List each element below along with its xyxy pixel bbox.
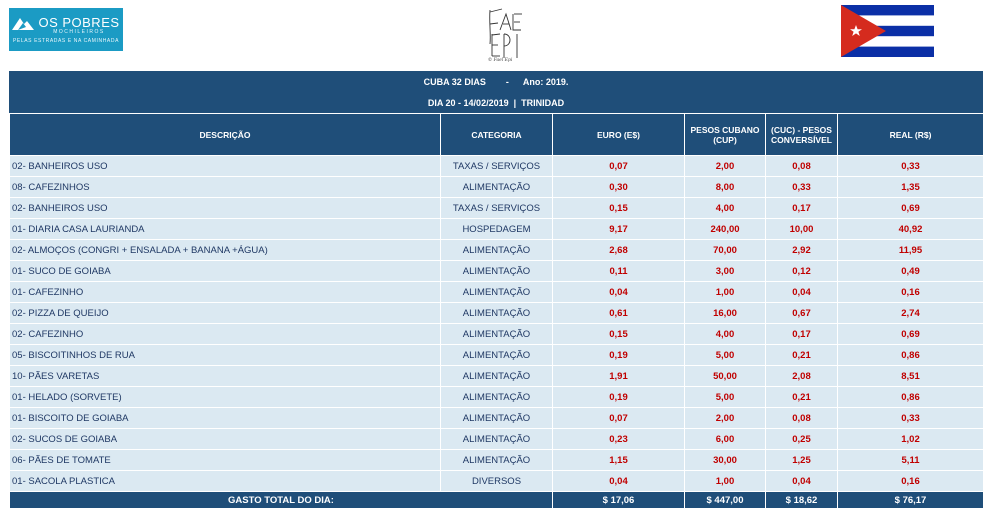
cup-cell: 2,00 [685,408,766,429]
category-cell: TAXAS / SERVIÇOS [441,156,553,177]
real-cell: 1,35 [838,177,983,198]
table-header-row [10,114,983,156]
description-cell: 01- SUCO DE GOIABA [10,261,441,282]
table-row [10,471,983,492]
table-row [10,261,983,282]
cup-cell: 70,00 [685,240,766,261]
report-title-bar [9,71,983,92]
euro-cell: 0,15 [553,198,685,219]
cup-cell: 4,00 [685,324,766,345]
real-cell: 0,49 [838,261,983,282]
table-row [10,282,983,303]
euro-cell: 0,30 [553,177,685,198]
real-cell: 0,16 [838,471,983,492]
real-cell: 5,11 [838,450,983,471]
euro-cell: 0,19 [553,345,685,366]
total-cup: $ 447,00 [685,492,766,509]
description-cell: 02- ALMOÇOS (CONGRI + ENSALADA + BANANA +ÁGUA) [10,240,441,261]
table-row [10,177,983,198]
description-cell: 01- SACOLA PLASTICA [10,471,441,492]
day-label: DIA 20 - 14/02/2019 | TRINIDAD [428,98,564,108]
cuc-cell: 0,25 [766,429,838,450]
euro-cell: 9,17 [553,219,685,240]
description-cell: 08- CAFEZINHOS [10,177,441,198]
euro-cell: 1,15 [553,450,685,471]
table-row [10,450,983,471]
column-header: REAL (R$) [838,114,983,156]
description-cell: 02- BANHEIROS USO [10,156,441,177]
trip-year: Ano: 2019. [523,77,569,87]
table-body [10,156,983,492]
table-row [10,240,983,261]
cup-cell: 3,00 [685,261,766,282]
category-cell: ALIMENTAÇÃO [441,324,553,345]
cup-cell: 8,00 [685,177,766,198]
real-cell: 40,92 [838,219,983,240]
real-cell: 1,02 [838,429,983,450]
total-cuc: $ 18,62 [766,492,838,509]
table-row [10,198,983,219]
cup-cell: 30,00 [685,450,766,471]
table-row [10,324,983,345]
description-cell: 02- BANHEIROS USO [10,198,441,219]
cuc-cell: 0,17 [766,198,838,219]
cup-cell: 16,00 [685,303,766,324]
description-cell: 02- CAFEZINHO [10,324,441,345]
description-cell: 01- CAFEZINHO [10,282,441,303]
cup-cell: 2,00 [685,156,766,177]
table-row [10,408,983,429]
cuc-cell: 2,92 [766,240,838,261]
cup-cell: 1,00 [685,471,766,492]
title-separator: - [506,77,509,87]
real-cell: 11,95 [838,240,983,261]
real-cell: 0,33 [838,408,983,429]
table-row [10,219,983,240]
cup-cell: 4,00 [685,198,766,219]
real-cell: 2,74 [838,303,983,324]
real-cell: 0,86 [838,387,983,408]
cup-cell: 5,00 [685,387,766,408]
cuc-cell: 0,21 [766,345,838,366]
cuc-cell: 0,04 [766,471,838,492]
cuc-cell: 2,08 [766,366,838,387]
real-cell: 0,69 [838,198,983,219]
category-cell: ALIMENTAÇÃO [441,261,553,282]
description-cell: 01- DIARIA CASA LAURIANDA [10,219,441,240]
real-cell: 0,86 [838,345,983,366]
day-title-bar [9,92,983,113]
cup-cell: 5,00 [685,345,766,366]
logo-subname: MOCHILEIROS [53,29,105,35]
table-row [10,156,983,177]
cuc-cell: 0,67 [766,303,838,324]
expenses-table [9,113,983,509]
description-cell: 02- SUCOS DE GOIABA [10,429,441,450]
cuc-cell: 0,17 [766,324,838,345]
category-cell: ALIMENTAÇÃO [441,366,553,387]
description-cell: 01- BISCOITO DE GOIABA [10,408,441,429]
table-row [10,387,983,408]
table-row [10,366,983,387]
real-cell: 0,33 [838,156,983,177]
cuc-cell: 0,12 [766,261,838,282]
euro-cell: 0,07 [553,408,685,429]
logo-tagline: PELAS ESTRADAS E NA CAMINHADA [13,38,119,44]
total-real: $ 76,17 [838,492,983,509]
os-pobres-mochileiros-logo [9,8,123,51]
category-cell: HOSPEDAGEM [441,219,553,240]
fael-epi-signature-logo [480,4,525,64]
euro-cell: 0,15 [553,324,685,345]
euro-cell: 2,68 [553,240,685,261]
column-header: CATEGORIA [441,114,553,156]
cuc-cell: 10,00 [766,219,838,240]
category-cell: ALIMENTAÇÃO [441,450,553,471]
category-cell: DIVERSOS [441,471,553,492]
table-row [10,345,983,366]
cuba-flag-icon [841,5,934,57]
table-row [10,429,983,450]
column-header: EURO (E$) [553,114,685,156]
cup-cell: 1,00 [685,282,766,303]
category-cell: ALIMENTAÇÃO [441,387,553,408]
description-cell: 10- PÃES VARETAS [10,366,441,387]
total-euro: $ 17,06 [553,492,685,509]
signature-caption: © Fael Epi [470,58,530,63]
euro-cell: 0,19 [553,387,685,408]
category-cell: ALIMENTAÇÃO [441,345,553,366]
cuc-cell: 0,21 [766,387,838,408]
cup-cell: 50,00 [685,366,766,387]
cuc-cell: 0,08 [766,156,838,177]
category-cell: ALIMENTAÇÃO [441,177,553,198]
column-header: PESOS CUBANO (CUP) [685,114,766,156]
top-banner [0,0,983,70]
column-header: (CUC) - PESOS CONVERSÍVEL [766,114,838,156]
euro-cell: 1,91 [553,366,685,387]
cup-cell: 6,00 [685,429,766,450]
category-cell: ALIMENTAÇÃO [441,282,553,303]
category-cell: ALIMENTAÇÃO [441,408,553,429]
table-row [10,303,983,324]
category-cell: ALIMENTAÇÃO [441,429,553,450]
description-cell: 01- HELADO (SORVETE) [10,387,441,408]
category-cell: ALIMENTAÇÃO [441,303,553,324]
category-cell: ALIMENTAÇÃO [441,240,553,261]
euro-cell: 0,04 [553,282,685,303]
real-cell: 0,69 [838,324,983,345]
euro-cell: 0,23 [553,429,685,450]
euro-cell: 0,07 [553,156,685,177]
trip-title: CUBA 32 DIAS [424,77,486,87]
category-cell: TAXAS / SERVIÇOS [441,198,553,219]
cuc-cell: 0,04 [766,282,838,303]
cuc-cell: 0,08 [766,408,838,429]
description-cell: 02- PIZZA DE QUEIJO [10,303,441,324]
euro-cell: 0,61 [553,303,685,324]
cuc-cell: 0,33 [766,177,838,198]
description-cell: 05- BISCOITINHOS DE RUA [10,345,441,366]
cuc-cell: 1,25 [766,450,838,471]
total-label: GASTO TOTAL DO DIA: [10,492,553,509]
logo-name: OS POBRES [38,15,119,30]
column-header: DESCRIÇÃO [10,114,441,156]
cup-cell: 240,00 [685,219,766,240]
euro-cell: 0,11 [553,261,685,282]
euro-cell: 0,04 [553,471,685,492]
real-cell: 0,16 [838,282,983,303]
real-cell: 8,51 [838,366,983,387]
mountain-icon [12,16,34,30]
description-cell: 06- PÃES DE TOMATE [10,450,441,471]
